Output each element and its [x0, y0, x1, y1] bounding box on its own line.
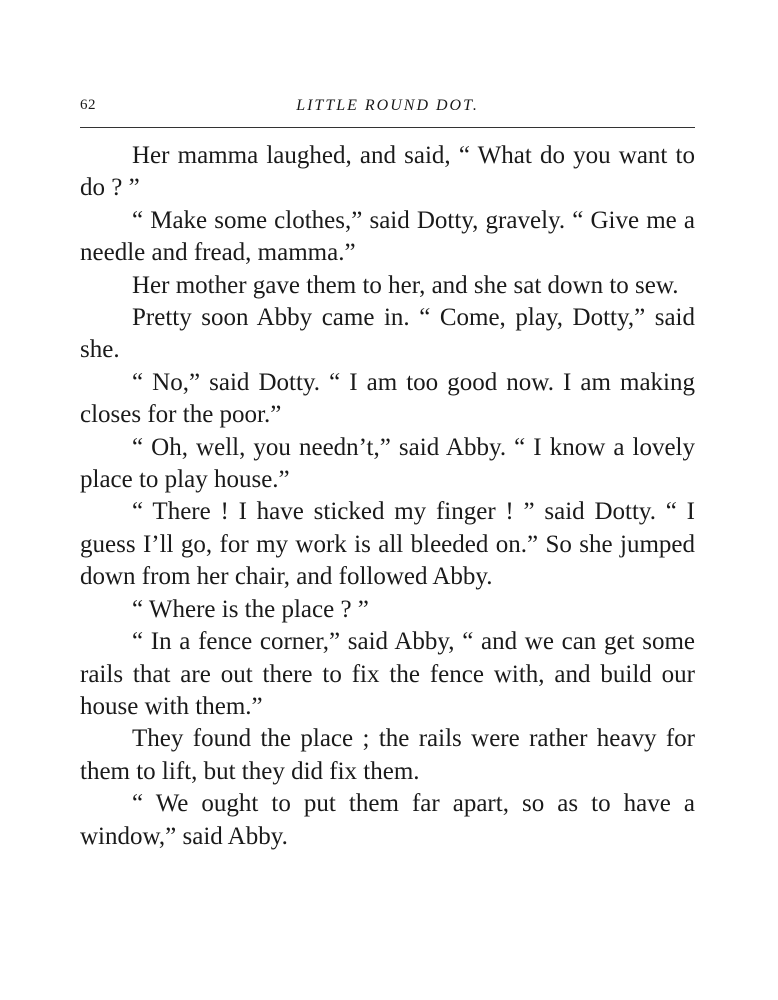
page-number: 62 [80, 97, 96, 113]
running-title: LITTLE ROUND DOT. [296, 97, 479, 114]
paragraph: Pretty soon Abby came in. “ Come, play, Dotty,” said she. [80, 304, 695, 364]
body-text [80, 140, 695, 853]
running-head [80, 97, 695, 121]
paragraph: “ There ! I have sticked my finger ! ” said Dotty. “ I guess I’ll go, for my work is all bleeded on.” So she jumped down from her chair, and followed Abby. [80, 498, 695, 591]
paragraph: “ No,” said Dotty. “ I am too good now. I am making closes for the poor.” [80, 368, 695, 429]
paragraph: Her mamma laughed, and said, “ What do you want to do ? ” [80, 142, 695, 202]
paragraph: “ Where is the place ? ” [132, 595, 369, 623]
paragraph: “ In a fence corner,” said Abby, “ and we can get some rails that are out there to fix the fence with, and build our house with them.” [80, 628, 695, 720]
paragraph: “ Make some clothes,” said Dotty, gravely. “ Give me a needle and fread, mamma.” [80, 206, 695, 267]
paragraph: “ Oh, well, you needn’t,” said Abby. “ I know a lovely place to play house.” [80, 433, 695, 494]
paragraph: “ We ought to put them far apart, so as to have a window,” said Abby. [80, 790, 695, 850]
header-rule [80, 127, 695, 128]
paragraph: They found the place ; the rails were rather heavy for them to lift, but they did fix them. [80, 725, 695, 785]
paragraph: Her mother gave them to her, and she sat down to sew. [132, 271, 679, 299]
